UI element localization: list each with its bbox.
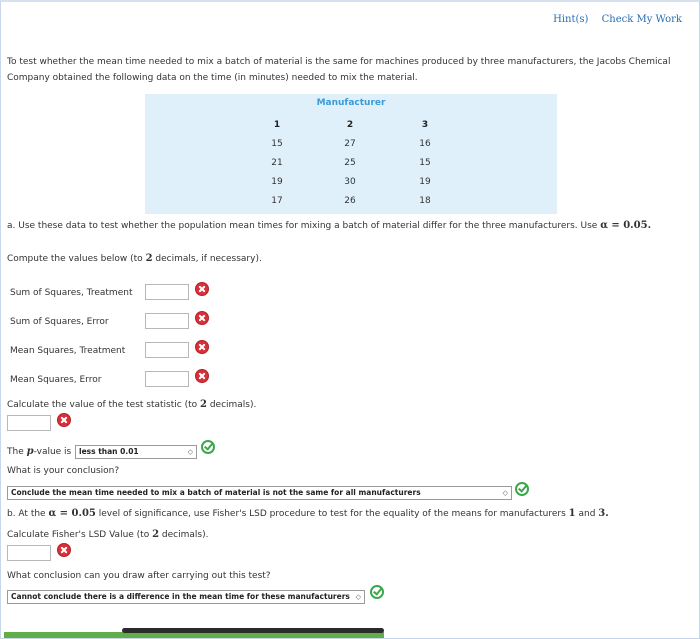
compute-prompt-suffix: decimals, if necessary). bbox=[152, 254, 262, 264]
manufacturer-b: 3. bbox=[598, 508, 609, 519]
manufacturer-heading: Manufacturer bbox=[316, 98, 386, 108]
alpha-value: α = 0.05. bbox=[600, 220, 652, 231]
part-b-prefix: b. At the bbox=[7, 509, 46, 519]
pvalue-label bbox=[7, 446, 71, 457]
test-statistic-input[interactable] bbox=[7, 415, 51, 431]
alpha-value: α = 0.05 bbox=[48, 508, 96, 519]
table-cell: 15 bbox=[271, 139, 283, 149]
check-my-work-link[interactable]: Check My Work bbox=[601, 14, 682, 25]
conclusion-select[interactable] bbox=[7, 486, 512, 500]
chevron-updown-icon: ◇ bbox=[355, 593, 361, 601]
conclusion-selected: Conclude the mean time needed to mix a batch of material is not the same for all manufacturers bbox=[11, 488, 421, 497]
ss-treatment-label: Sum of Squares, Treatment bbox=[10, 288, 133, 298]
stat-prompt-text: Calculate the value of the test statistic (to bbox=[7, 400, 200, 410]
top-links bbox=[543, 14, 682, 25]
pvalue-prefix: The bbox=[7, 447, 27, 457]
ss-error-input[interactable] bbox=[145, 313, 189, 329]
table-cell: 21 bbox=[271, 158, 283, 168]
incorrect-icon bbox=[57, 413, 71, 427]
table-cell: 19 bbox=[271, 177, 283, 187]
problem-intro: To test whether the mean time needed to mix a batch of material is the same for machines produced by three manufacturers, the Jacobs Chemical Company obtained the following data on the time (in minutes) needed to mix the material. bbox=[7, 57, 671, 83]
stat-prompt bbox=[7, 399, 256, 410]
column-manufacturer-1 bbox=[262, 120, 292, 215]
incorrect-icon bbox=[57, 543, 71, 557]
table-cell: 16 bbox=[419, 139, 431, 149]
ss-treatment-input[interactable] bbox=[145, 284, 189, 300]
and-text: and bbox=[578, 509, 596, 519]
column-header: 2 bbox=[346, 120, 354, 130]
pvalue-select[interactable] bbox=[75, 445, 197, 459]
part-b-question bbox=[7, 508, 609, 519]
table-cell: 18 bbox=[419, 196, 431, 206]
ms-error-label: Mean Squares, Error bbox=[10, 375, 102, 385]
table-cell: 17 bbox=[271, 196, 283, 206]
p-symbol: p bbox=[26, 446, 34, 457]
column-header: 3 bbox=[421, 120, 429, 130]
table-cell: 15 bbox=[419, 158, 431, 168]
incorrect-icon bbox=[195, 340, 209, 354]
scrollbar-thumb[interactable] bbox=[122, 628, 384, 633]
ms-error-input[interactable] bbox=[145, 371, 189, 387]
incorrect-icon bbox=[195, 311, 209, 325]
data-table bbox=[145, 94, 557, 214]
table-cell: 30 bbox=[344, 177, 356, 187]
correct-icon bbox=[201, 440, 215, 454]
column-manufacturer-2 bbox=[335, 120, 365, 215]
lsd-prompt-suffix: decimals). bbox=[159, 530, 209, 540]
decimal-count: 2 bbox=[152, 529, 160, 540]
lsd-conclusion-selected: Cannot conclude there is a difference in the mean time for these manufacturers bbox=[11, 592, 350, 601]
part-a-question-text: a. Use these data to test whether the population mean times for mixing a batch of material differ for the three manufacturers. Use bbox=[7, 221, 598, 231]
compute-prompt bbox=[7, 253, 262, 264]
chevron-updown-icon: ◇ bbox=[187, 448, 193, 456]
ms-treatment-label: Mean Squares, Treatment bbox=[10, 346, 126, 356]
correct-icon bbox=[370, 585, 384, 599]
column-header: 1 bbox=[273, 120, 281, 130]
table-cell: 27 bbox=[344, 139, 356, 149]
stat-prompt-suffix: decimals). bbox=[206, 400, 257, 410]
manufacturer-a: 1 bbox=[568, 508, 576, 519]
ss-error-label: Sum of Squares, Error bbox=[10, 317, 109, 327]
incorrect-icon bbox=[195, 282, 209, 296]
part-a-question bbox=[7, 220, 651, 231]
conclusion-prompt: What is your conclusion? bbox=[7, 466, 120, 476]
lsd-conclusion-select[interactable] bbox=[7, 590, 365, 604]
part-b-text: level of significance, use Fisher's LSD procedure to test for the equality of the means for manufacturers bbox=[98, 509, 566, 519]
hints-link[interactable]: Hint(s) bbox=[553, 14, 589, 25]
table-cell: 25 bbox=[344, 158, 356, 168]
column-manufacturer-3 bbox=[410, 120, 440, 215]
pvalue-selected: less than 0.01 bbox=[79, 447, 139, 456]
correct-icon bbox=[515, 482, 529, 496]
lsd-input[interactable] bbox=[7, 545, 51, 561]
chevron-updown-icon: ◇ bbox=[502, 489, 508, 497]
compute-prompt-text: Compute the values below (to bbox=[7, 254, 146, 264]
incorrect-icon bbox=[195, 369, 209, 383]
lsd-conclusion-prompt: What conclusion can you draw after carrying out this test? bbox=[7, 571, 271, 581]
decimal-count: 2 bbox=[145, 253, 153, 264]
pvalue-suffix: -value is bbox=[33, 447, 72, 457]
lsd-prompt bbox=[7, 529, 208, 540]
table-cell: 26 bbox=[344, 196, 356, 206]
table-cell: 19 bbox=[419, 177, 431, 187]
ms-treatment-input[interactable] bbox=[145, 342, 189, 358]
decimal-count: 2 bbox=[199, 399, 207, 410]
lsd-prompt-text: Calculate Fisher's LSD Value (to bbox=[7, 530, 153, 540]
